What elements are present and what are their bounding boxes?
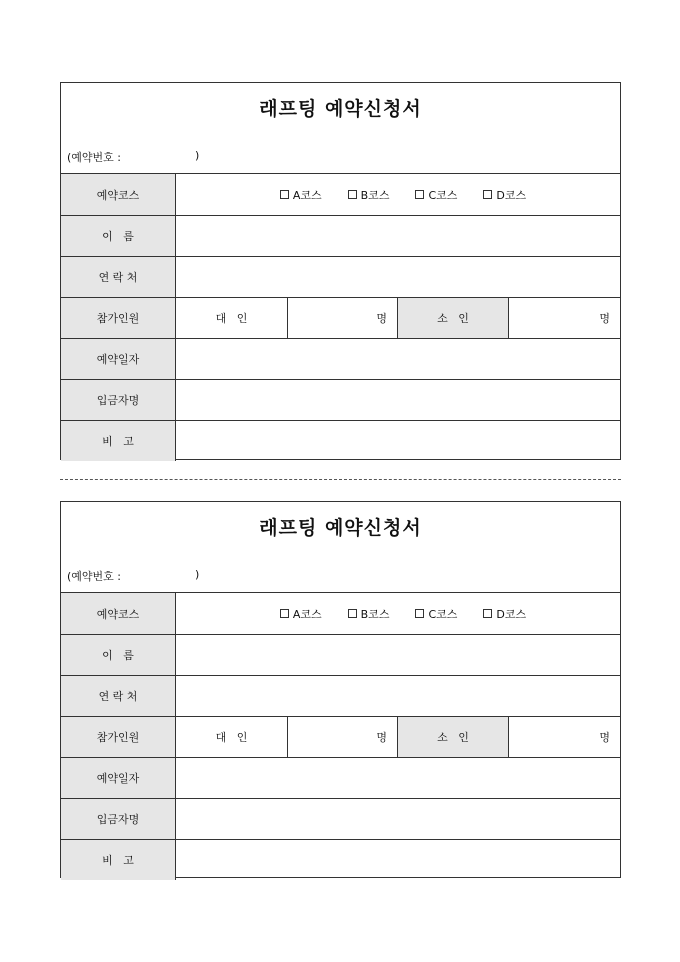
reservation-form-bottom xyxy=(60,501,621,878)
depositor-field[interactable] xyxy=(176,799,620,839)
reservation-number-row xyxy=(61,135,620,173)
reservation-number-label: (예약번호 : xyxy=(67,151,121,164)
checkbox-b[interactable] xyxy=(348,609,357,618)
form-title: 래프팅 예약신청서 xyxy=(259,98,422,120)
course-option-b[interactable] xyxy=(348,187,390,203)
name-row xyxy=(61,634,620,675)
name-label: 이 름 xyxy=(61,216,176,256)
participants-cells xyxy=(176,298,620,338)
participants-cells xyxy=(176,717,620,757)
course-option-d[interactable] xyxy=(483,187,526,203)
contact-field[interactable] xyxy=(176,257,620,297)
contact-label: 연 락 처 xyxy=(61,676,176,716)
course-options xyxy=(176,174,620,215)
course-row xyxy=(61,592,620,634)
course-a-label: A코스 xyxy=(292,607,322,621)
remarks-field[interactable] xyxy=(176,840,620,880)
checkbox-b[interactable] xyxy=(348,190,357,199)
date-label: 예약일자 xyxy=(61,339,176,379)
adult-unit: 명 xyxy=(376,731,387,744)
contact-row xyxy=(61,675,620,716)
name-field[interactable] xyxy=(176,635,620,675)
participants-row xyxy=(61,297,620,338)
date-label: 예약일자 xyxy=(61,758,176,798)
reservation-number-label: (예약번호 : xyxy=(67,570,121,583)
checkbox-c[interactable] xyxy=(415,609,424,618)
course-c-label: C코스 xyxy=(428,188,458,202)
course-label: 예약코스 xyxy=(61,174,176,215)
cut-line-divider xyxy=(60,479,621,480)
participants-label: 참가인원 xyxy=(61,298,176,338)
checkbox-d[interactable] xyxy=(483,190,492,199)
remarks-row xyxy=(61,420,620,461)
child-count-field[interactable] xyxy=(509,298,620,338)
child-unit: 명 xyxy=(599,731,610,744)
adult-count-field[interactable] xyxy=(288,298,398,338)
course-option-a[interactable] xyxy=(280,187,322,203)
name-label: 이 름 xyxy=(61,635,176,675)
course-option-a[interactable] xyxy=(280,606,322,622)
course-row xyxy=(61,173,620,215)
course-b-label: B코스 xyxy=(360,188,390,202)
child-label: 소 인 xyxy=(398,717,509,757)
depositor-label: 입금자명 xyxy=(61,380,176,420)
depositor-label: 입금자명 xyxy=(61,799,176,839)
depositor-row xyxy=(61,798,620,839)
course-c-label: C코스 xyxy=(428,607,458,621)
date-row xyxy=(61,338,620,379)
course-option-c[interactable] xyxy=(415,606,457,622)
adult-unit: 명 xyxy=(376,312,387,325)
course-option-c[interactable] xyxy=(415,187,457,203)
checkbox-a[interactable] xyxy=(280,190,289,199)
reservation-form-top xyxy=(60,82,621,460)
remarks-field[interactable] xyxy=(176,421,620,461)
name-field[interactable] xyxy=(176,216,620,256)
course-options xyxy=(176,593,620,634)
remarks-label: 비 고 xyxy=(61,421,176,461)
adult-label: 대 인 xyxy=(176,717,288,757)
contact-row xyxy=(61,256,620,297)
course-b-label: B코스 xyxy=(360,607,390,621)
course-d-label: D코스 xyxy=(496,188,527,202)
form-title: 래프팅 예약신청서 xyxy=(259,517,422,539)
course-a-label: A코스 xyxy=(292,188,322,202)
participants-row xyxy=(61,716,620,757)
child-label: 소 인 xyxy=(398,298,509,338)
contact-field[interactable] xyxy=(176,676,620,716)
checkbox-d[interactable] xyxy=(483,609,492,618)
course-option-b[interactable] xyxy=(348,606,390,622)
remarks-label: 비 고 xyxy=(61,840,176,880)
course-label: 예약코스 xyxy=(61,593,176,634)
checkbox-c[interactable] xyxy=(415,190,424,199)
participants-label: 참가인원 xyxy=(61,717,176,757)
name-row xyxy=(61,215,620,256)
date-field[interactable] xyxy=(176,339,620,379)
child-unit: 명 xyxy=(599,312,610,325)
child-count-field[interactable] xyxy=(509,717,620,757)
reservation-number-close: ) xyxy=(195,568,200,581)
date-field[interactable] xyxy=(176,758,620,798)
contact-label: 연 락 처 xyxy=(61,257,176,297)
date-row xyxy=(61,757,620,798)
reservation-number-close: ) xyxy=(195,149,200,162)
adult-label: 대 인 xyxy=(176,298,288,338)
course-d-label: D코스 xyxy=(496,607,527,621)
checkbox-a[interactable] xyxy=(280,609,289,618)
course-option-d[interactable] xyxy=(483,606,526,622)
adult-count-field[interactable] xyxy=(288,717,398,757)
depositor-row xyxy=(61,379,620,420)
depositor-field[interactable] xyxy=(176,380,620,420)
reservation-number-row xyxy=(61,554,620,592)
remarks-row xyxy=(61,839,620,880)
